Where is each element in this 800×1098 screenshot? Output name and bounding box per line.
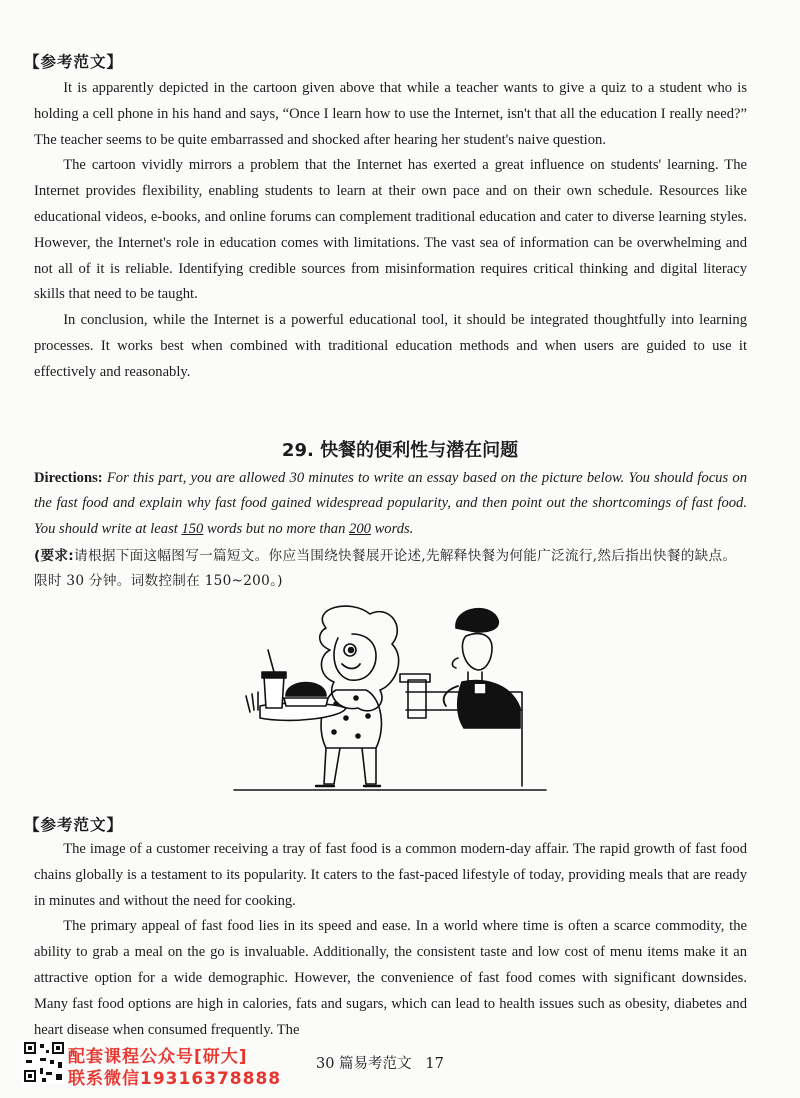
customer-shirt (321, 690, 381, 748)
page-number: 17 (425, 1056, 444, 1072)
requirements-text: 请根据下面这幅图写一篇短文。你应当围绕快餐展开论述,先解释快餐为何能广泛流行,然后指出快餐的缺点。限时 30 分钟。词数控制在 150~200。) (34, 548, 737, 590)
page-label: 30 篇易考范文 (316, 1056, 412, 1072)
directions-label: Directions: (34, 470, 103, 486)
watermark-line-2: 联系微信19316378888 (68, 1069, 282, 1089)
directions (34, 466, 747, 542)
customer-leg (324, 748, 340, 784)
reference-essay-heading-2: 【参考范文】 (24, 816, 124, 834)
essay-1-body (34, 76, 747, 386)
essay-1-paragraph: In conclusion, while the Internet is a powerful educational tool, it should be integrated thoughtfully into learning processes. It works best when combined with traditional education methods and when users are guided to use it effectively and reasonably. (34, 312, 747, 380)
requirements-label: (要求: (34, 548, 75, 564)
directions-text (34, 470, 747, 537)
reference-essay-heading: 【参考范文】 (24, 53, 124, 71)
customer-hair (320, 606, 399, 711)
requirements-chinese (34, 544, 749, 595)
essay-1-paragraph: It is apparently depicted in the cartoon given above that while a teacher wants to give a quiz to a student who is holding a cell phone in his hand and says, “Once I learn how to use the Internet, isn't that all the education I really need?” The teacher seems to be quite embarrassed and shocked after hearing her student's naive question. (34, 80, 747, 148)
essay-2-body (34, 837, 747, 1043)
qr-code-icon (22, 1040, 66, 1084)
directions-part: words but no more than (203, 520, 350, 537)
cashier-cap (456, 609, 498, 632)
essay-2-paragraph: The primary appeal of fast food lies in its speed and ease. In a world where time is often a scarce commodity, the ability to grab a meal on the go is invaluable. Additionally, the consistent taste and low cost of menu items make it an attractive option for a wide demographic. However, the convenience of fast food comes with significant downsides. Many fast food options are high in calories, fats and sugars, which can lead to health issues such as obesity, diabetes and heart disease when consumed frequently. The (34, 918, 747, 1038)
fast-food-cartoon (230, 598, 550, 794)
word-max: 200 (349, 520, 371, 537)
directions-part: words. (370, 520, 414, 537)
register (408, 680, 426, 718)
fries-icon (246, 692, 258, 712)
drink-cup-icon (264, 676, 284, 708)
essay-2-paragraph: The image of a customer receiving a tray of fast food is a common modern-day affair. The rapid growth of fast food chains globally is a testament to its popularity. It caters to the fast-paced lifestyle of today, providing meals that are ready in minutes and without the need for cooking. (34, 841, 747, 909)
burger-icon (286, 683, 326, 697)
directions-part: For this part, you are allowed 30 minutes to write an essay based on the picture below. You should focus on the fast food and explain why fast food gained widespread popularity, and then point out the shortcomings of fast food. You should write at least (34, 470, 747, 537)
cashier-body (458, 681, 520, 728)
page-footer (316, 1052, 444, 1073)
section-title: 29. 快餐的便利性与潜在问题 (281, 440, 519, 461)
watermark-line-1: 配套课程公众号[研大] (68, 1047, 248, 1067)
word-min: 150 (181, 520, 204, 537)
essay-1-paragraph: The cartoon vividly mirrors a problem that the Internet has exerted a great influence on students' learning. The Internet provides flexibility, enabling students to learn at their own pace and on their own schedule. Resources like educational videos, e-books, and online forums can complement traditional education and cater to diverse learning styles. However, the Internet's role in education comes with limitations. The vast sea of information can be overwhelming and not all of it is reliable. Identifying credible sources from misinformation requires critical thinking and digital literacy skills that need to be taught. (34, 157, 747, 303)
